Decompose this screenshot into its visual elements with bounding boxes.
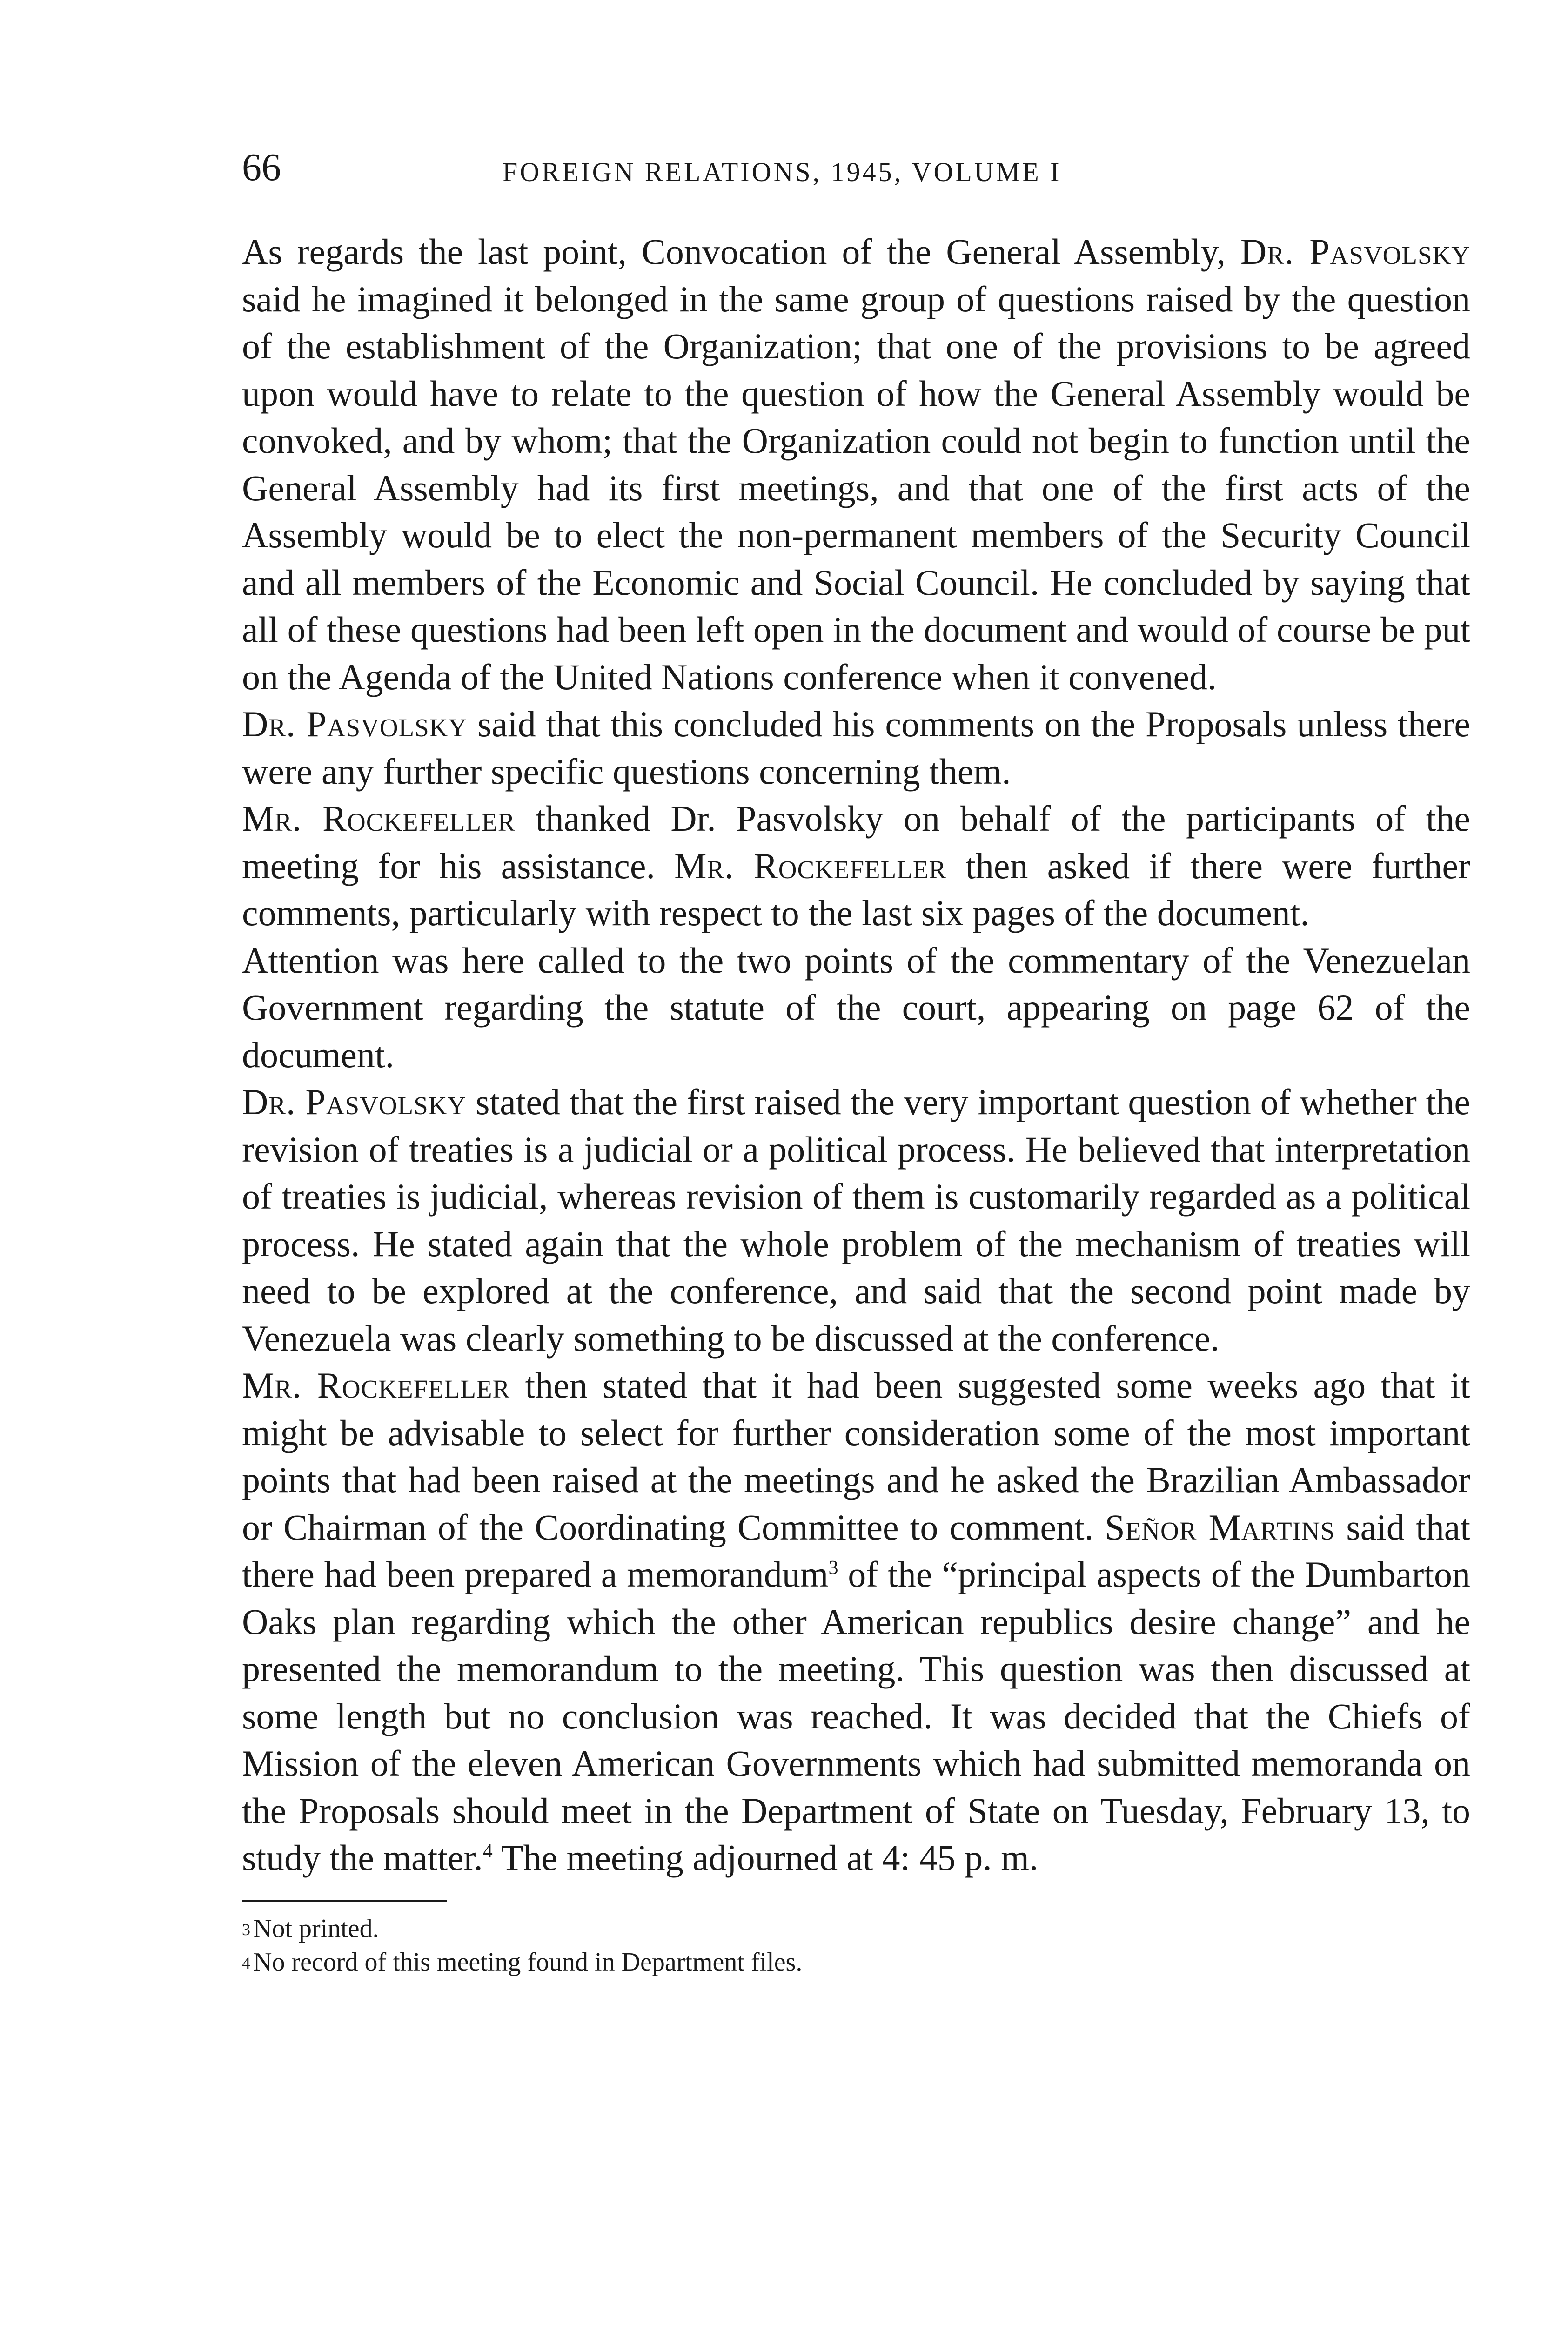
footnote-reference[interactable]: 3: [828, 1557, 838, 1579]
paragraph-text: The meeting adjourned at 4: 45 p. m.: [492, 1837, 1039, 1878]
paragraph-convocation: [242, 228, 1470, 700]
paragraph-text: Attention was here called to the two points of the commentary of the Venezuelan Government regarding the statute of the court, appearing on page 62 of the document.: [242, 940, 1470, 1075]
footnote-mark: 4: [242, 1953, 250, 1972]
speaker-name: Mr. Rockefeller: [242, 1365, 510, 1406]
speaker-name: Mr. Rockefeller: [242, 798, 516, 839]
paragraph-text: then stated that it had been suggested some weeks ago that it might be advisable to select for further consideration some of the most important points that had been raised at the meetings and he asked the Brazilian Ambassador or Chairman of the Coordinating Committee to comment.: [242, 1365, 1470, 1547]
paragraph-text: of the “principal aspects of the Dumbarton Oaks plan regarding which the other American republics desire change” and he presented the memorandum to the meeting. This question was then discussed at some length but no conclusion was reached. It was decided that the Chiefs of Mission of the eleven American Governments which had submitted memoranda on the Proposals should meet in the Department of State on Tuesday, February 13, to study the matter.: [242, 1554, 1470, 1878]
paragraph-pasvolsky-concluded: [242, 700, 1470, 795]
paragraph-venezuela-attention: [242, 937, 1470, 1079]
paragraph-rockefeller-memorandum: [242, 1362, 1470, 1882]
speaker-name: Señor Martins: [1105, 1506, 1335, 1547]
footnote: [242, 1946, 1470, 1978]
paragraph-pasvolsky-treaties: [242, 1078, 1470, 1362]
speaker-name: Dr. Pasvolsky: [1240, 231, 1471, 272]
footnote: [242, 1912, 1470, 1945]
footnote-reference[interactable]: 4: [482, 1841, 493, 1862]
speaker-name: Dr. Pasvolsky: [242, 1082, 467, 1122]
paragraph-text: said that there had been prepared a memorandum: [242, 1506, 1470, 1594]
footnote-text: No record of this meeting found in Department files.: [253, 1947, 803, 1977]
paragraph-text: then asked if there were further comments, particularly with respect to the last six pages of the document.: [242, 845, 1470, 933]
footnote-divider: [242, 1900, 447, 1902]
footnote-mark: 3: [242, 1920, 250, 1939]
paragraph-text: thanked Dr. Pasvolsky on behalf of the participants of the meeting for his assistance.: [242, 798, 1470, 886]
page-number: 66: [242, 146, 281, 189]
document-page: [242, 144, 1470, 1979]
paragraph-text: said he imagined it belonged in the same group of questions raised by the question of the establishment of the Organization; that one of the provisions to be agreed upon would have to relate to the question of how the General Assembly would be convoked, and by whom; that the Organization could not begin to function until the General Assembly had its first meetings, and that one of the first acts of the Assembly would be to elect the non-permanent members of the Security Council and all members of the Economic and Social Council. He concluded by saying that all of these questions had been left open in the document and would of course be put on the Agenda of the United Nations conference when it convened.: [242, 278, 1470, 697]
running-head: [242, 144, 1470, 200]
speaker-name: Dr. Pasvolsky: [242, 704, 468, 744]
footnote-text: Not printed.: [253, 1914, 379, 1943]
speaker-name: Mr. Rockefeller: [674, 845, 947, 886]
paragraph-text: stated that the first raised the very important question of whether the revision of treaties is a judicial or a political process. He believed that interpretation of treaties is judicial, whereas revision of them is customarily regarded as a political process. He stated again that the whole problem of the mechanism of treaties will need to be explored at the conference, and said that the second point made by Venezuela was clearly something to be discussed at the conference.: [242, 1082, 1470, 1359]
paragraph-text: said that this concluded his comments on the Proposals unless there were any further specific questions concerning them.: [242, 704, 1471, 792]
header-title: FOREIGN RELATIONS, 1945, VOLUME I: [503, 157, 1062, 187]
paragraph-rockefeller-thanks: [242, 795, 1470, 937]
paragraph-text: As regards the last point, Convocation of the General Assembly,: [242, 231, 1240, 272]
